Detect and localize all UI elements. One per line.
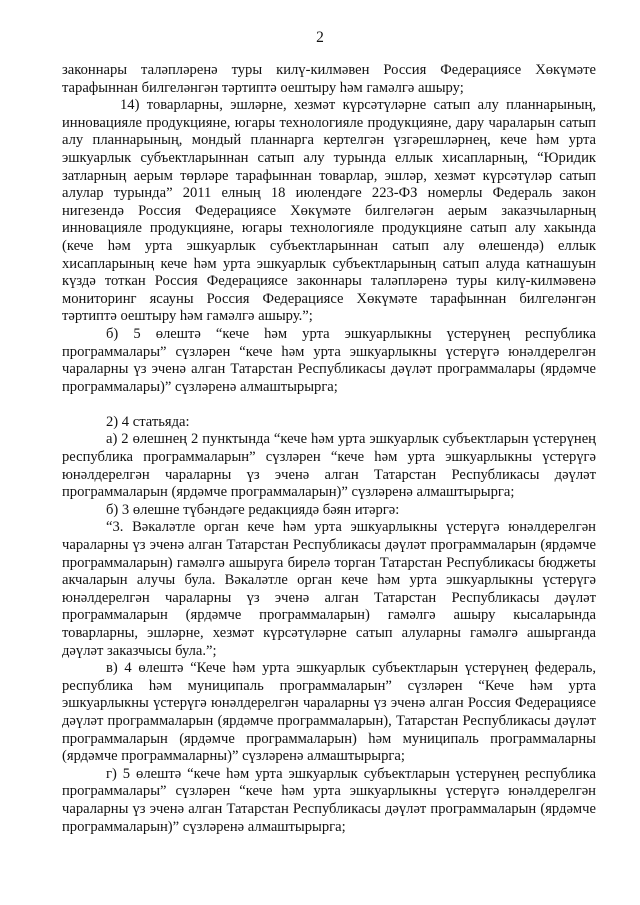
paragraph-part-3-text: “3. Вәкаләтле орган кече һәм урта эшкуарлыкны үстерүгә юнәлдерелгән чараларны үз эченә алган Татарстан Республикасы дәүләт программаларын (ярдәмче программаларын) гамәлгә ашыруга бирелә торган Татарстан Республикасы бюджеты акчаларын алучы була. Вәкаләтле орган кече һәм урта эшкуарлыкны үстерүгә юнәлдерелгән чараларны үз эченә алган Татарстан Республикасы дәүләт программаларын (ярдәмче программаларын) гамәлгә ашыру кысаларында товарларны, эшләрне, хезмәт күрсәтүләрне сатып алуларны гамәлгә ашырганда дәүләт заказчысы була.”; [62, 519, 596, 659]
document-body [62, 62, 596, 836]
paragraph-spacer [62, 396, 596, 414]
paragraph-article-4-g: г) 5 өлештә “кече һәм урта эшкуарлык субъектларын үстерүнең республика программалары” сүзләрен “кече һәм урта эшкуарлыкны үстерүгә юнәлдерелгән чараларны үз эченә алган Татарстан Республикасы дәүләт программаларын (ярдәмче программаларын)” сүзләренә алмаштырырга; [62, 765, 596, 835]
page-number: 2 [316, 29, 324, 46]
paragraph-article-4-v: в) 4 өлештә “Кече һәм урта эшкуарлык субъектларын үстерүнең федераль, республика һәм муниципаль программаларын” сүзләрен “Кече һәм урта эшкуарлыкны үстерүгә юнәлдерелгән чараларны үз эченә алган Россия Федерациясе дәүләт программаларын (ярдәмче программаларын), Татарстан Республикасы дәүләт программаларын (ярдәмче программаларын) һәм муниципаль программаларны (ярдәмче программаларны)” сүзләренә алмаштырырга; [62, 660, 596, 765]
paragraph-article-4: 2) 4 статьяда: [106, 413, 190, 430]
paragraph-article-4-b: б) 3 өлешне түбәндәге редакциядә бәян итәргә: [106, 501, 400, 518]
paragraph-law-compliance: законнары таләпләренә туры килү-килмәвен Россия Федерациясе Хөкүмәте тарафыннан билгеләнгән тәртиптә оештыру һәм гамәлгә ашыру; [62, 62, 596, 96]
paragraph-item-14: 14) товарларны, эшләрне, хезмәт күрсәтүләрне сатып алу планнарының, инновацияле продукцияне, югары технологияле продукцияне, дару чараларын сатып алу планнарының, мондый планнарга кертелгән үзгәрешләрнең, кече һәм урта эшкуарлык субъектларыннан сатып алу турында еллык хисапларның, “Юридик затларның аерым төрләре тарафыннан товарлар, эшләр, хезмәт күрсәтүләр сатып алулар турында” 2011 елның 18 июлендәге 223-ФЗ номерлы Федераль закон нигезендә Россия Федерациясе Хөкүмәте билгеләгән аерым заказчыларның инновацияле продукцияне, югары технологияле продукцияне сатып алу хакында (кече һәм урта эшкуарлык субъектларыннан сатып алу өлешендә) еллык хисапларының кече һәм урта эшкуарлык субъектларының сатып алуда катнашуын күздә тоткан Россия Федерациясе законнары таләпләренә туры килү-килмәвенә мониторинг ясауны Россия Федерациясе Хөкүмәте тарафыннан билгеләнгән тәртиптә оештыру һәм гамәлгә ашыру.”; [62, 97, 596, 325]
paragraph-article-4-a: а) 2 өлешнең 2 пунктында “кече һәм урта эшкуарлык субъектларын үстерүнең республика программаларын” сүзләрен “кече һәм урта эшкуарлыкны үстерүгә юнәлдерелгән чараларны үз эченә алган Татарстан Республикасы дәүләт программаларын (ярдәмче программаларын)” сүзләренә алмаштырырга; [62, 431, 596, 501]
paragraph-part-5-b: б) 5 өлештә “кече һәм урта эшкуарлыкны үстерүнең республика программалары” сүзләрен “кече һәм урта эшкуарлыкны үстерүгә юнәлдерелгән чараларны үз эченә алган Татарстан Республикасы дәүләт программалары (ярдәмче программалары)” сүзләренә алмаштырырга; [62, 325, 596, 395]
